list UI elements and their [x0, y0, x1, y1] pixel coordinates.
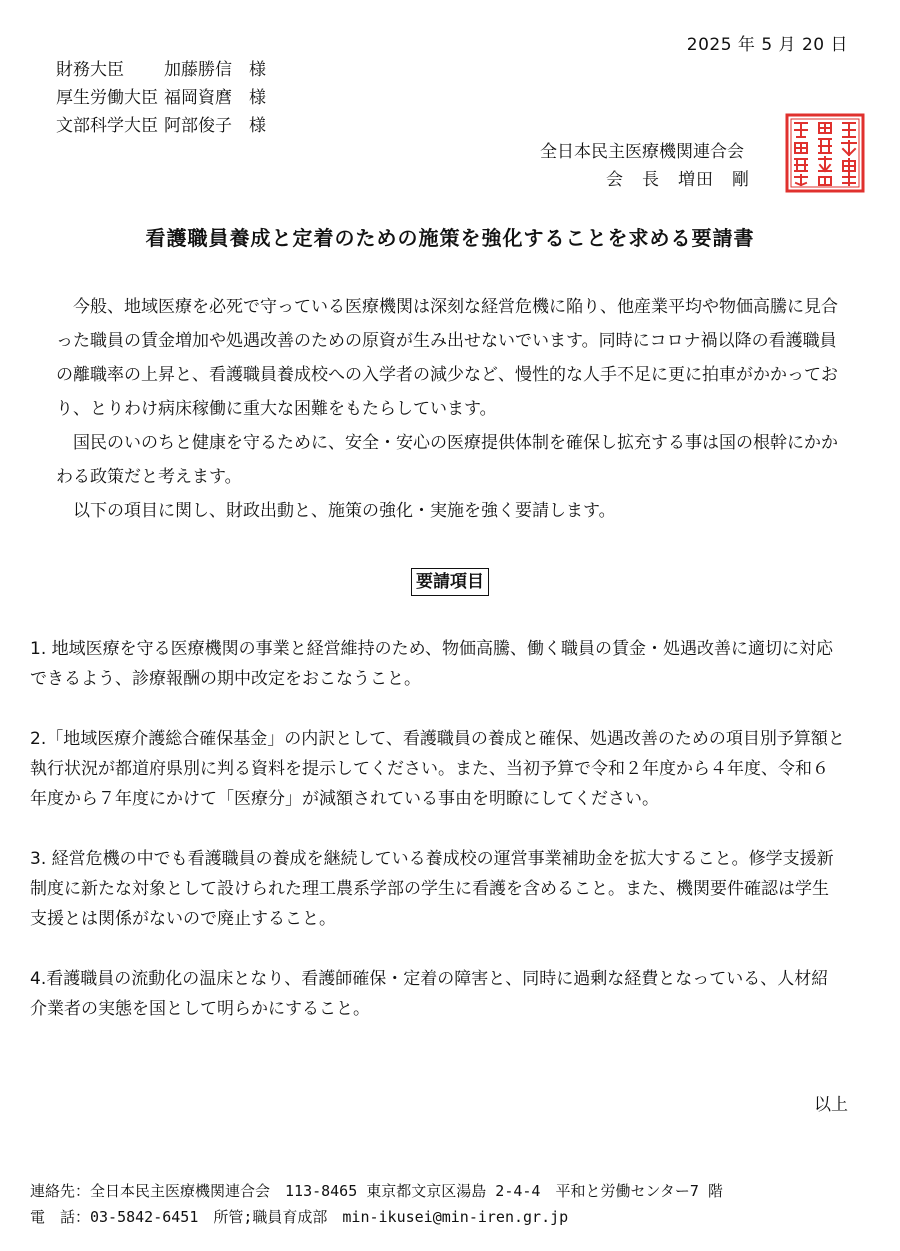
section-heading-wrap — [0, 568, 900, 596]
closing-mark: 以上 — [814, 1095, 848, 1115]
contact-address-line: 連絡先：全日本民主医療機関連合会 113-8465 東京都文京区湯島 2-4-4 平和と労働センター7 階 — [30, 1182, 723, 1200]
addressee-row — [56, 56, 266, 84]
document-title: 看護職員養成と定着のための施策を強化することを求める要請書 — [145, 226, 755, 250]
addressee-title: 文部科学大臣 — [56, 116, 158, 136]
body-paragraph: 国民のいのちと健康を守るために、安全・安心の医療提供体制を確保し拡充する事は国の根幹にかかわる政策だと考えます。 — [56, 433, 838, 487]
contact-block — [30, 1178, 723, 1230]
request-item: 1. 地域医療を守る医療機関の事業と経営維持のため、物価高騰、働く職員の賃金・処遇改善に適切に対応できるよう、診療報酬の期中改定をおこなうこと。 — [30, 639, 833, 689]
body-paragraph: 今般、地域医療を必死で守っている医療機関は深刻な経営危機に陥り、他産業平均や物価高騰に見合った職員の賃金増加や処遇改善のための原資が生み出せないでいます。同時にコロナ禍以降の看護職員の離職率の上昇と、看護職員養成校への入学者の減少など、慢性的な人手不足に更に拍車がかかっており、とりわけ病床稼働に重大な困難をもたらしています。 — [56, 297, 838, 419]
sender-organization: 全日本民主医療機関連合会 — [540, 142, 744, 162]
request-item: 3. 経営危機の中でも看護職員の養成を継続している養成校の運営事業補助金を拡大すること。修学支援新制度に新たな対象として設けられた理工農系学部の学生に看護を含めること。また、機関要件確認は学生支援とは関係がないので廃止すること。 — [30, 849, 834, 929]
contact-phone-line: 電 話：03-5842-6451 所管;職員育成部 min-ikusei@min-iren.gr.jp — [30, 1208, 569, 1226]
sender-block — [540, 138, 750, 194]
request-item: 2.「地域医療介護総合確保基金」の内訳として、看護職員の養成と確保、処遇改善のための項目別予算額と執行状況が都道府県別に判る資料を提示してください。また、当初予算で令和２年度から４年度、令和６年度から７年度にかけて「医療分」が減額されている事由を明瞭にしてください。 — [30, 729, 845, 809]
request-item: 4.看護職員の流動化の温床となり、看護師確保・定着の障害と、同時に過剰な経費となっている、人材紹介業者の実態を国として明らかにすること。 — [30, 969, 829, 1019]
body-paragraphs — [56, 290, 846, 528]
addressee-block — [56, 56, 266, 140]
section-heading: 要請項目 — [411, 568, 489, 596]
body-paragraph: 以下の項目に関し、財政出動と、施策の強化・実施を強く要請します。 — [73, 501, 616, 521]
request-items-list — [30, 634, 845, 1054]
addressee-name: 福岡資麿 様 — [164, 88, 266, 108]
addressee-name: 阿部俊子 様 — [164, 116, 266, 136]
addressee-title: 財務大臣 — [56, 60, 124, 80]
addressee-row — [56, 84, 266, 112]
addressee-title: 厚生労働大臣 — [56, 88, 158, 108]
addressee-name: 加藤勝信 様 — [164, 60, 266, 80]
official-seal-stamp — [785, 113, 865, 193]
sender-person: 会 長 増田 剛 — [606, 170, 750, 190]
addressee-row — [56, 112, 266, 140]
document-date: 2025 年 5 月 20 日 — [686, 35, 848, 55]
